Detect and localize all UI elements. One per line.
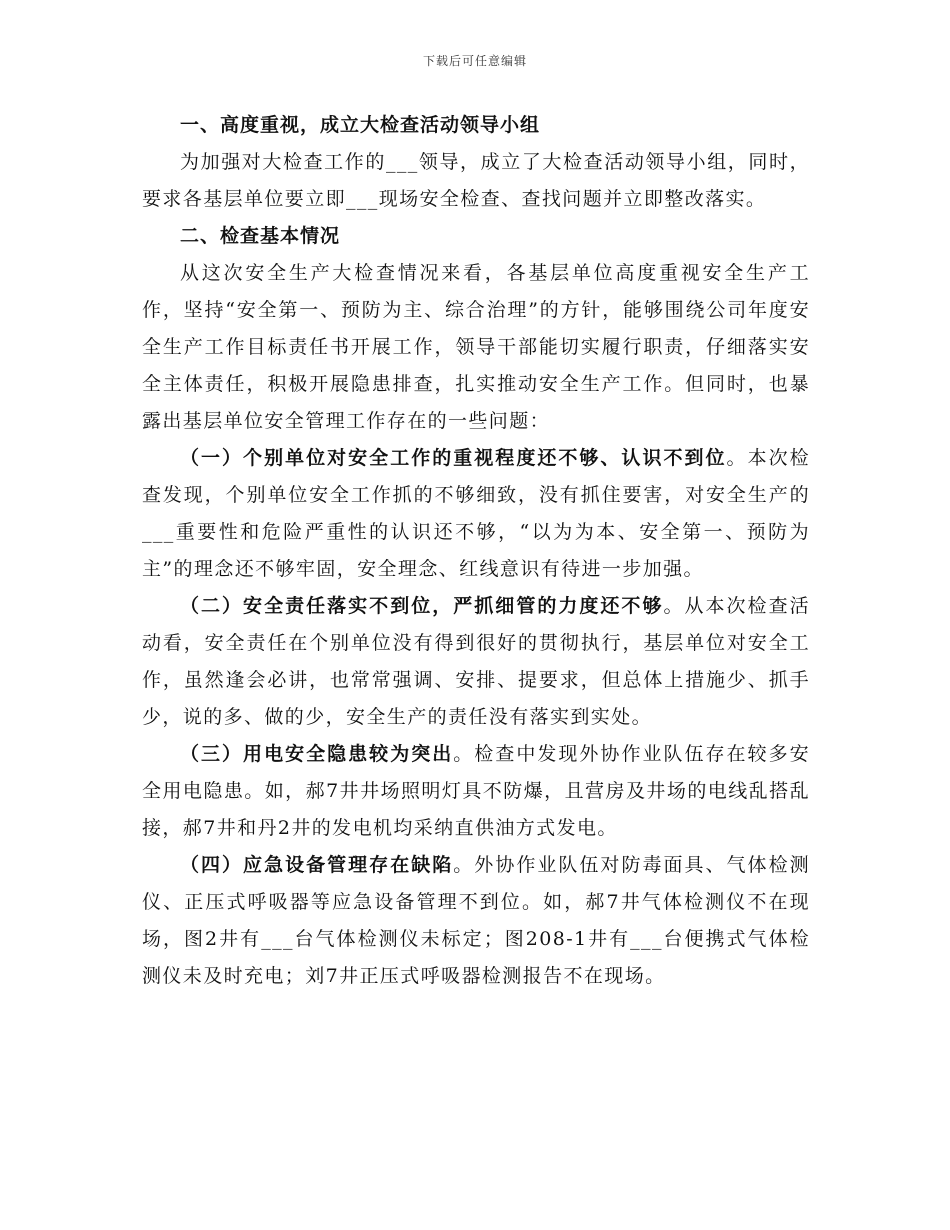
section-2-heading: 二、检查基本情况: [180, 225, 341, 247]
issue-1-title: （一）个别单位对安全工作的重视程度还不够、认识不到位: [180, 447, 727, 469]
issue-4-text: 外协作业队伍对防毒面具、气体检测仪、正压式呼吸器等应急设备管理不到位。如，郝7井气体检测仪不在现场，图2井有___台气体检测仪未标定；图208-1井有___台便携式气体检测仪未及时充电；刘7井正压式呼吸器检测报告不在现场。: [142, 854, 811, 987]
issue-3-separator: 。: [453, 743, 475, 765]
section-2-intro: 从这次安全生产大检查情况来看，各基层单位高度重视安全生产工作，坚持“安全第一、预防为主、综合治理”的方针，能够围绕公司年度安全生产工作目标责任书开展工作，领导干部能切实履行职责，仔细落实安全主体责任，积极开展隐患排查，扎实推动安全生产工作。但同时，也暴露出基层单位安全管理工作存在的一些问题：: [142, 262, 810, 432]
issue-2-title: （二）安全责任落实不到位，严抓细管的力度还不够: [180, 595, 664, 617]
issue-3-title: （三）用电安全隐患较为突出: [180, 743, 454, 765]
issue-1-separator: 。: [726, 447, 748, 469]
issue-4-separator: 。: [453, 854, 475, 876]
document-body: [142, 107, 810, 995]
issue-1-paragraph: [142, 440, 810, 588]
issue-3-text: 检查中发现外协作业队伍存在较多安全用电隐患。如，郝7井井场照明灯具不防爆，且营房及井场的电线乱搭乱接，郝7井和丹2井的发电机均采纳直供油方式发电。: [142, 743, 811, 839]
issue-2-paragraph: [142, 588, 810, 736]
section-1-body: 为加强对大检查工作的___领导，成立了大检查活动领导小组，同时，要求各基层单位要立即___现场安全检查、查找问题并立即整改落实。: [142, 151, 810, 210]
issue-4-paragraph: [142, 847, 810, 995]
section-1-heading: 一、高度重视，成立大检查活动领导小组: [180, 114, 541, 136]
issue-2-text: 从本次检查活动看，安全责任在个别单位没有得到很好的贯彻执行，基层单位对安全工作，虽然逢会必讲，也常常强调、安排、提要求，但总体上措施少、抓手少，说的多、做的少，安全生产的责任没有落实到实处。: [142, 595, 811, 728]
issue-4-title: （四）应急设备管理存在缺陷: [180, 854, 454, 876]
issue-3-paragraph: [142, 736, 810, 847]
issue-1-text: 本次检查发现，个别单位安全工作抓的不够细致，没有抓住要害，对安全生产的___重要性和危险严重性的认识还不够，“以为为本、安全第一、预防为主”的理念还不够牢固，安全理念、红线意识有待进一步加强。: [142, 447, 811, 580]
page-header-note: 下载后可任意编辑: [422, 54, 527, 68]
issue-2-separator: 。: [663, 595, 685, 617]
